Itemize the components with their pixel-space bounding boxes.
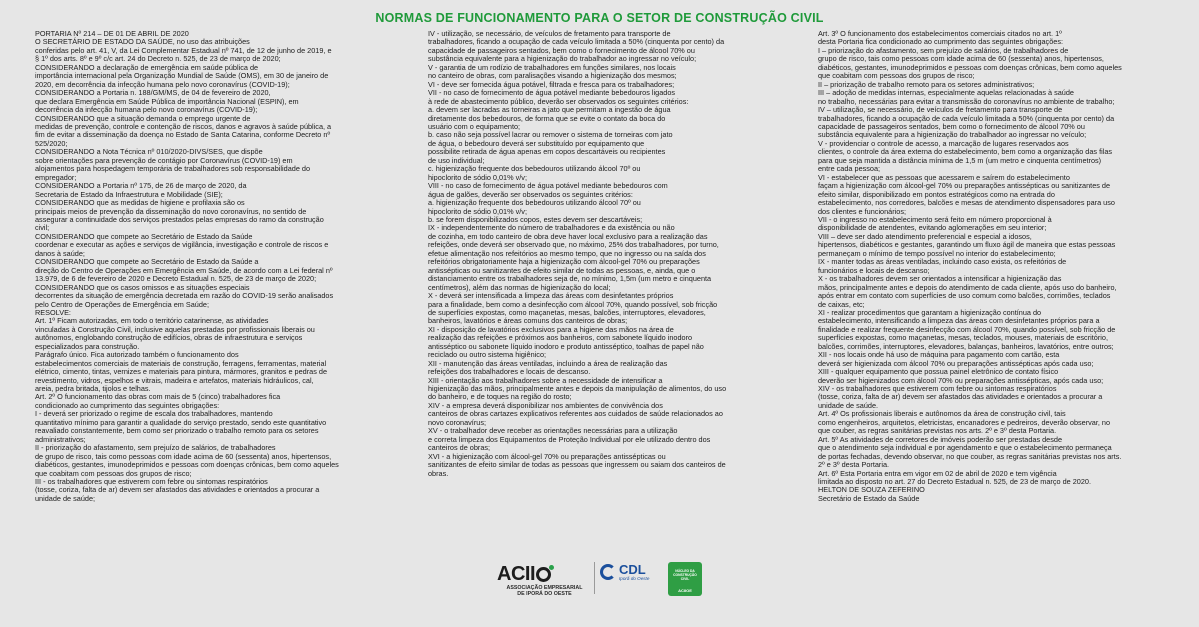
acii-o-icon	[536, 567, 551, 582]
cdl-subtitle: Iporã do Oeste	[619, 576, 650, 581]
text-column-1: PORTARIA Nº 214 – DE 01 DE ABRIL DE 2020 O SECRETÁRIO DE ESTADO DA SAÚDE, no uso das atribuições conferidas pelo art. 41, V, da Lei Complementar Estadual nº 741, de 12 de junho de 2019, e § 1º dos arts. 8º e 9º c/c art. 24 do Decreto n. 525, de 23 de março de 2020; CONSIDERANDO a declaração de emergência em saúde pública de importância internacional pela Organização Mundial de Saúde (OMS), em 30 de janeiro de 2020, em decorrência da infecção humana pelo novo coronavírus (COVID-19); CONSIDERANDO a Portaria n. 188/GM/MS, de 04 de fevereiro de 2020, que declara Emergência em Saúde Pública de importância Nacional (ESPIN), em decorrência da infecção humana pelo novo coronavírus (COVID-19); CONSIDERANDO que a situação demanda o emprego urgente de medidas de prevenção, controle e contenção de riscos, danos e agravos à saúde pública, a fim de evitar a disseminação da doença no Estado de Santa Catarina, conforme Decreto nº 525/2020; CONSIDERANDO a Nota Técnica nº 010/2020-DIVS/SES, que dispõe sobre orientações para prevenção de contágio por Coronavírus (COVID-19) em alojamentos para hospedagem temporária de trabalhadores sob responsabilidade do empregador; CONSIDERANDO a Portaria nº 175, de 26 de março de 2020, da Secretaria de Estado da Infraestrutura e Mobilidade (SIE); CONSIDERANDO que as medidas de higiene e profilaxia são os principais meios de prevenção da disseminação do novo coronavírus, no sentido de assegurar a continuidade dos serviços prestados pelas empresas do ramo da construção civil; CONSIDERANDO que compete ao Secretário de Estado da Saúde coordenar e executar as ações e serviços de vigilância, investigação e controle de riscos e danos à saúde; CONSIDERANDO que compete ao Secretário de Estado da Saúde a direção do Centro de Operações em Emergência em Saúde, de acordo com a Lei federal nº 13.979, de 6 de fevereiro de 2020 e Decreto Estadual n. 525, de 23 de março de 2020; CONSIDERANDO que os casos omissos e as situações especiais decorrentes da situação de emergência decretada em razão do COVID-19 serão analisados pelo Centro de Operações de Emergência em Saúde; RESOLVE: Art. 1º Ficam autorizadas, em todo o território catarinense, as atividades vinculadas à Construção Civil, inclusive aquelas prestadas por profissionais liberais ou autônomos, englobando construção de edifícios, obras de infraestrutura e serviços especializados para construção. Parágrafo único. Fica autorizado também o funcionamento dos estabelecimentos comerciais de materiais de construção, ferragens, ferramentas, material elétrico, cimento, tintas, vernizes e materiais para pintura, mármores, granitos e pedras de revestimento, vidros, espelhos e vitrais, madeira e artefatos, materiais hidráulicos, cal, areia, pedra britada, tijolos e telhas. Art. 2º O funcionamento das obras com mais de 5 (cinco) trabalhadores fica condicionado ao cumprimento das seguintes obrigações: I - deverá ser priorizado o regime de escala dos trabalhadores, mantendo quantitativo mínimo para garantir a qualidade do serviço prestado, sendo este quantitativo reavaliado constantemente, bem como ser priorizado o trabalho remoto para os setores administrativos; II - priorização do afastamento, sem prejuízo de salários, de trabalhadores de grupo de risco, tais como pessoas com idade acima de 60 (sessenta) anos, hipertensos, diabéticos, gestantes, imunodeprimidos e pessoas com doenças crônicas, bem como aqueles que coabitam com pessoas dos grupos de risco; III - os trabalhadores que estiverem com febre ou sintomas respiratórios (tosse, coriza, falta de ar) devem ser afastados das atividades e orientados a procurar a unidade de saúde;	[35, 30, 339, 503]
construction-nucleus-seal	[668, 562, 702, 596]
document-title: NORMAS DE FUNCIONAMENTO PARA O SETOR DE CONSTRUÇÃO CIVIL	[375, 11, 824, 25]
text-column-2: IV - utilização, se necessário, de veículos de fretamento para transporte de trabalhadores, ficando a ocupação de cada veículo limitada a 50% (cinquenta por cento) da capacidade de passageiros sentados, bem como o fornecimento de álcool 70% ou substância equivalente para a higienização do trabalhador ao ingressar no veículo; V - garantia de um rodízio de trabalhadores em funções similares, nos locais no canteiro de obras, com paralisações visando a higienização dos mesmos; VI - deve ser fornecida água potável, filtrada e fresca para os trabalhadores; VII - no caso de fornecimento de água potável mediante bebedouros ligados à rede de abastecimento público, deverão ser observados os seguintes critérios: a. devem ser lacradas as torneiras a jato que permitam a ingestão de água diretamente dos bebedouros, de forma que se evite o contato da boca do usuário com o equipamento; b. caso não seja possível lacrar ou remover o sistema de torneiras com jato de água, o bebedouro deverá ser substituído por equipamento que possibilite retirada de água apenas em copos descartáveis ou recipientes de uso individual; c. higienização frequente dos bebedouros utilizando álcool 70º ou hipoclorito de sódio 0,01% v/v; VIII - no caso de fornecimento de água potável mediante bebedouros com água de galões, deverão ser observados os seguintes critérios: a. higienização frequente dos bebedouros utilizando álcool 70º ou hipoclorito de sódio 0,01% v/v; b. se forem disponibilizados copos, estes devem ser descartáveis; IX - independentemente do número de trabalhadores e da existência ou não de cozinha, em todo canteiro de obra deve haver local exclusivo para a realização das refeições, onde deverá ser observado que, no máximo, 25% dos trabalhadores, por turno, efetue alimentação nos refeitórios ao mesmo tempo, que no ingresso ou na saída dos refeitórios obrigatoriamente haja a higienização com álcool-gel 70% ou preparações antissépticas ou sanitizantes de efeito similar de todas as pessoas, e, ainda, que o distanciamento entre os trabalhadores seja de, no mínimo, 1,5m (um metro e cinquenta centímetros), além das normas de higienização do local; X - deverá ser intensificada a limpeza das áreas com desinfetantes próprios para a finalidade, bem como a desinfecção com álcool 70%, quando possível, sob fricção de superfícies expostas, como maçanetas, mesas, balcões, interruptores, elevadores, banheiros, lavatórios e áreas comuns dos canteiros de obras; XI - disposição de lavatórios exclusivos para a higiene das mãos na área de realização das refeições e próximos aos banheiros, com sabonete líquido inodoro antisséptico ou sabonete líquido inodoro e produto antisséptico, toalhas de papel não reciclado ou outro sistema higiênico; XII - manutenção das áreas ventiladas, incluindo a área de realização das refeições dos trabalhadores e locais de descanso. XIII - orientação aos trabalhadores sobre a necessidade de intensificar a higienização das mãos, principalmente antes e depois da manipulação de alimentos, do uso do banheiro, e de toques na região do rosto; XIV - a empresa deverá disponibilizar nos ambientes de convivência dos canteiros de obras cartazes explicativos referentes aos cuidados de saúde relacionados ao novo coronavírus; XV - o trabalhador deve receber as orientações necessárias para a utilização e correta limpeza dos Equipamentos de Proteção Individual por ele utilizado dentro dos canteiros de obras; XVI - a higienização com álcool-gel 70% ou preparações antissépticas ou sanitizantes de efeito similar de todas as pessoas que ingressem ou saiam dos canteiros de obras.	[428, 30, 727, 478]
text-column-3: Art. 3º O funcionamento dos estabelecimentos comerciais citados no art. 1º desta Portaria fica condicionado ao cumprimento das seguintes obrigações: I – priorização do afastamento, sem prejuízo de salários, de trabalhadores de grupo de risco, tais como pessoas com idade acima de 60 (sessenta) anos, hipertensos, diabéticos, gestantes, imunodeprimidos e pessoas com doenças crônicas, bem como aqueles que coabitam com pessoas dos grupos de risco; II – priorização de trabalho remoto para os setores administrativos; III – adoção de medidas internas, especialmente aquelas relacionadas à saúde no trabalho, necessárias para evitar a transmissão do coronavírus no ambiente de trabalho; IV – utilização, se necessário, de veículos de fretamento para transporte de trabalhadores, ficando a ocupação de cada veículo limitada a 50% (cinquenta por cento) da capacidade de passageiros sentados, bem como o fornecimento de álcool 70% ou substância equivalente para a higienização do trabalhador ao ingressar no veículo; V - providenciar o controle de acesso, a marcação de lugares reservados aos clientes, o controle da área externa do estabelecimento, bem como a organização das filas para que seja mantida a distância mínima de 1,5 m (um metro e cinquenta centímetros) entre cada pessoa; VI - estabelecer que as pessoas que acessarem e saírem do estabelecimento façam a higienização com álcool-gel 70% ou preparações antissépticas ou sanitizantes de efeito similar, disponibilizado em pontos estratégicos como na entrada do estabelecimento, nos corredores, balcões e mesas de atendimento dispensadores para uso dos clientes e funcionários; VII - o ingresso no estabelecimento será feito em número proporcional à disponibilidade de atendentes, evitando aglomerações em seu interior; VIII – deve ser dado atendimento preferencial e especial a idosos, hipertensos, diabéticos e gestantes, garantindo um fluxo ágil de maneira que estas pessoas permaneçam o mínimo de tempo possível no interior do estabelecimento; IX - manter todas as áreas ventiladas, incluindo caso exista, os refeitórios de funcionários e locais de descanso; X - os trabalhadores devem ser orientados a intensificar a higienização das mãos, principalmente antes e depois do atendimento de cada cliente, após uso do banheiro, após entrar em contato com superfícies de uso comum como balcões, corrimões, teclados de caixas, etc; XI - realizar procedimentos que garantam a higienização contínua do estabelecimento, intensificando a limpeza das áreas com desinfetantes próprios para a finalidade e realizar frequente desinfecção com álcool 70%, quando possível, sob fricção de superfícies expostas, como maçanetas, mesas, teclados, mouses, materiais de escritório, balcões, corrimões, interruptores, elevadores, balanças, banheiros, lavatórios, entre outros; XII - nos locais onde há uso de máquina para pagamento com cartão, esta deverá ser higienizada com álcool 70% ou preparações antissépticas após cada uso; XIII - qualquer equipamento que possua painel eletrônico de contato físico deverão ser higienizados com álcool 70% ou preparações antissépticas, após cada uso; XIV - os trabalhadores que estiverem com febre ou sintomas respiratórios (tosse, coriza, falta de ar) devem ser afastados das atividades e orientados a procurar a unidade de saúde. Art. 4º Os profissionais liberais e autônomos da área de construção civil, tais como engenheiros, arquitetos, eletricistas, encanadores e pedreiros, deverão observar, no que couber, as regras sanitárias previstas nos arts. 2º e 3º desta Portaria. Art. 5º As atividades de corretores de imóveis poderão ser prestadas desde que o atendimento seja individual e por agendamento e que o estabelecimento permaneça de portas fechadas, devendo observar, no que couber, as regras sanitárias previstas nos arts. 2º e 3º desta Portaria. Art. 6º Esta Portaria entra em vigor em 02 de abril de 2020 e tem vigência limitada ao disposto no art. 27 do Decreto Estadual n. 525, de 23 de março de 2020. HELTON DE SOUZA ZEFERINO Secretário de Estado da Saúde	[818, 30, 1122, 503]
logo-divider	[594, 562, 595, 594]
acii-logo	[497, 563, 592, 603]
acii-logo-name	[497, 563, 592, 585]
acii-subtitle-1: ASSOCIAÇÃO EMPRESARIAL	[506, 585, 583, 591]
cdl-name: CDL	[619, 562, 646, 577]
acii-name-text: ACII	[497, 563, 535, 585]
seal-text: NÚCLEO DA CONSTRUÇÃO CIVIL	[673, 569, 697, 581]
cdl-logo	[600, 562, 660, 592]
seal-brand: ACIIOE	[678, 588, 692, 593]
acii-subtitle-2: DE IPORÁ DO OESTE	[517, 591, 572, 597]
cdl-logo-icon	[600, 564, 616, 580]
